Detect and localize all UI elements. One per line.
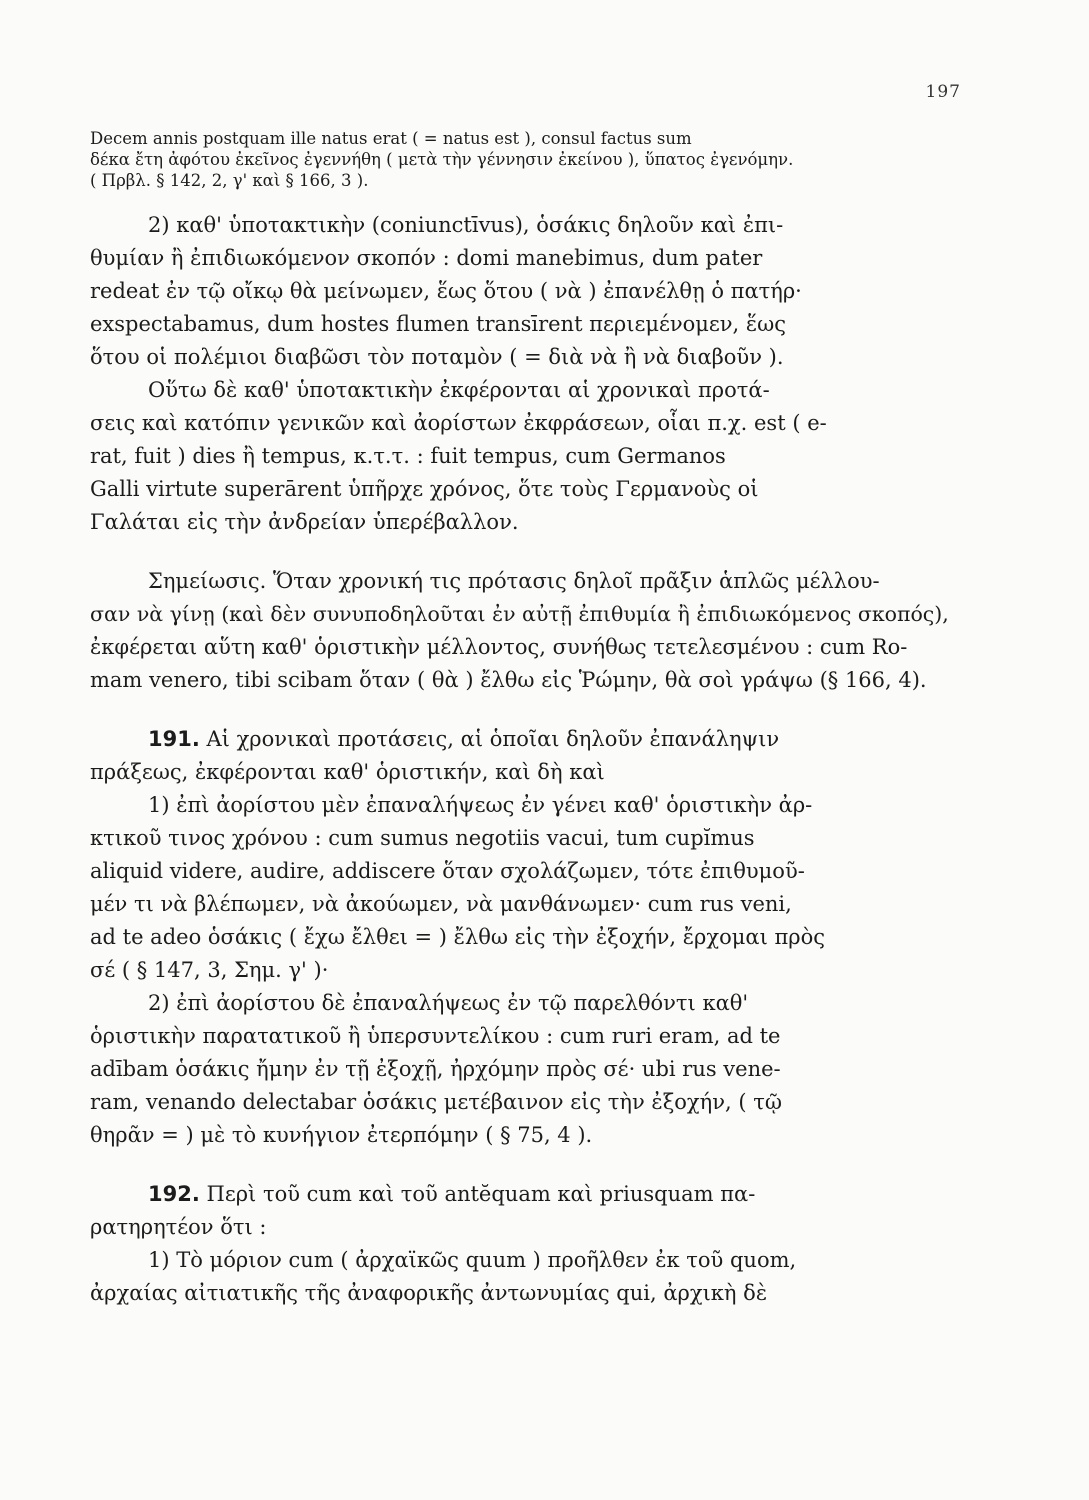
- line-text: 2) καθ' ὑποτακτικὴν (coniunctīvus), ὁσάκις δηλοῦν καὶ ἐπι-: [148, 213, 784, 237]
- paragraph-gap: [90, 1152, 958, 1178]
- line-text: rat, fuit ) dies ἢ tempus, κ.τ.τ. : fuit tempus, cum Germanos: [90, 444, 726, 468]
- text-line: [90, 473, 958, 506]
- line-text: Σημείωσις. Ὅταν χρονική τις πρότασις δηλοῖ πρᾶξιν ἁπλῶς μέλλου-: [148, 569, 880, 593]
- section-number: 191.: [148, 727, 200, 751]
- text-line: [90, 855, 958, 888]
- line-text: Galli virtute superārent ὑπῆρχε χρόνος, ὅτε τοὺς Γερμανοὺς οἱ: [90, 477, 759, 501]
- paragraph-gap: [90, 191, 958, 209]
- text-line: [90, 789, 958, 822]
- text-line: [90, 440, 958, 473]
- line-text: 1) Τὸ μόριον cum ( ἀρχαϊκῶς quum ) προῆλθεν ἐκ τοῦ quom,: [148, 1248, 797, 1272]
- text-line: [90, 565, 958, 598]
- page-number: 197: [925, 82, 961, 102]
- line-text: μέν τι νὰ βλέπωμεν, νὰ ἀκούωμεν, νὰ μανθάνωμεν· cum rus veni,: [90, 892, 792, 916]
- section-number: 192.: [148, 1182, 200, 1206]
- text-line: [90, 1277, 958, 1310]
- text-line: [90, 888, 958, 921]
- line-text: ὅτου οἱ πολέμιοι διαβῶσι τὸν ποταμὸν ( = διὰ νὰ ἢ νὰ διαβοῦν ).: [90, 345, 784, 369]
- line-text: σέ ( § 147, 3, Σημ. γ' )·: [90, 958, 329, 982]
- line-text: σαν νὰ γίνῃ (καὶ δὲν συνυποδηλοῦται ἐν αὐτῇ ἐπιθυμία ἢ ἐπιδιωκόμενος σκοπός),: [90, 602, 949, 626]
- line-text: κτικοῦ τινος χρόνου : cum sumus negotiis vacui, tum cupĭmus: [90, 826, 755, 850]
- line-text: adībam ὁσάκις ἤμην ἐν τῇ ἐξοχῇ, ἠρχόμην πρὸς σέ· ubi rus vene-: [90, 1057, 781, 1081]
- line-text: ἐκφέρεται αὕτη καθ' ὁριστικὴν μέλλοντος, συνήθως τετελεσμένου : cum Ro-: [90, 635, 908, 659]
- text-line: [90, 1119, 958, 1152]
- line-text: Decem annis postquam ille natus erat ( = natus est ), consul factus sum: [90, 129, 692, 148]
- line-text: mam venero, tibi scibam ὅταν ( θὰ ) ἔλθω εἰς Ῥώμην, θὰ σοὶ γράψω (§ 166, 4).: [90, 668, 927, 692]
- paragraph-gap: [90, 697, 958, 723]
- text-line: [90, 1211, 958, 1244]
- line-text: 2) ἐπὶ ἀορίστου δὲ ἐπαναλήψεως ἐν τῷ παρελθόντι καθ': [148, 991, 749, 1015]
- text-line: [90, 921, 958, 954]
- text-line: [90, 664, 958, 697]
- line-text: Γαλάται εἰς τὴν ἀνδρείαν ὑπερέβαλλον.: [90, 510, 519, 534]
- text-line: [90, 275, 958, 308]
- text-line: [90, 209, 958, 242]
- text-line: [90, 242, 958, 275]
- line-text: Αἱ χρονικαὶ προτάσεις, αἱ ὁποῖαι δηλοῦν ἐπανάληψιν: [199, 727, 780, 751]
- line-text: redeat ἐν τῷ οἴκῳ θὰ μείνωμεν, ἕως ὅτου ( νὰ ) ἐπανέλθῃ ὁ πατήρ·: [90, 279, 802, 303]
- text-line: [90, 954, 958, 987]
- text-line: [90, 631, 958, 664]
- line-text: ad te adeo ὁσάκις ( ἔχω ἔλθει = ) ἔλθω εἰς τὴν ἐξοχήν, ἔρχομαι πρὸς: [90, 925, 826, 949]
- paragraph-gap: [90, 539, 958, 565]
- line-text: ( Πρβλ. § 142, 2, γ' καὶ § 166, 3 ).: [90, 171, 369, 190]
- line-text: aliquid videre, audire, addiscere ὅταν σχολάζωμεν, τότε ἐπιθυμοῦ-: [90, 859, 805, 883]
- text-line: [90, 1244, 958, 1277]
- text-line: [90, 756, 958, 789]
- text-line: [90, 1178, 958, 1211]
- text-line: [90, 598, 958, 631]
- text-line: [90, 374, 958, 407]
- line-text: δέκα ἔτη ἀφότου ἐκεῖνος ἐγεννήθη ( μετὰ τὴν γέννησιν ἐκείνου ), ὕπατος ἐγενόμην.: [90, 150, 794, 169]
- line-text: ἀρχαίας αἰτιατικῆς τῆς ἀναφορικῆς ἀντωνυμίας qui, ἀρχικὴ δὲ: [90, 1281, 768, 1305]
- line-text: πράξεως, ἐκφέρονται καθ' ὁριστικήν, καὶ δὴ καὶ: [90, 760, 605, 784]
- text-line: [90, 308, 958, 341]
- text-line: [90, 149, 958, 170]
- text-line: [90, 1086, 958, 1119]
- text-line: [90, 987, 958, 1020]
- line-text: Οὕτω δὲ καθ' ὑποτακτικὴν ἐκφέρονται αἱ χρονικαὶ προτά-: [148, 378, 770, 402]
- text-line: [90, 341, 958, 374]
- line-text: θυμίαν ἢ ἐπιδιωκόμενον σκοπόν : domi manebimus, dum pater: [90, 246, 763, 270]
- text-line: [90, 128, 958, 149]
- text-line: [90, 1020, 958, 1053]
- line-text: Περὶ τοῦ cum καὶ τοῦ antĕquam καὶ priusquam πα-: [199, 1182, 756, 1206]
- text-line: [90, 1053, 958, 1086]
- text-line: [90, 506, 958, 539]
- page-body: [90, 128, 958, 1310]
- text-line: [90, 822, 958, 855]
- line-text: σεις καὶ κατόπιν γενικῶν καὶ ἀορίστων ἐκφράσεων, οἷαι π.χ. est ( e-: [90, 411, 827, 435]
- line-text: 1) ἐπὶ ἀορίστου μὲν ἐπαναλήψεως ἐν γένει καθ' ὁριστικὴν ἀρ-: [148, 793, 813, 817]
- text-line: [90, 170, 958, 191]
- line-text: ὁριστικὴν παρατατικοῦ ἢ ὑπερσυντελίκου : cum ruri eram, ad te: [90, 1024, 781, 1048]
- text-line: [90, 723, 958, 756]
- line-text: ram, venando delectabar ὁσάκις μετέβαινον εἰς τὴν ἐξοχήν, ( τῷ: [90, 1090, 782, 1114]
- line-text: ρατηρητέον ὅτι :: [90, 1215, 267, 1239]
- text-line: [90, 407, 958, 440]
- line-text: exspectabamus, dum hostes flumen transīrent περιεμένομεν, ἕως: [90, 312, 787, 336]
- line-text: θηρᾶν = ) μὲ τὸ κυνήγιον ἐτερπόμην ( § 75, 4 ).: [90, 1123, 593, 1147]
